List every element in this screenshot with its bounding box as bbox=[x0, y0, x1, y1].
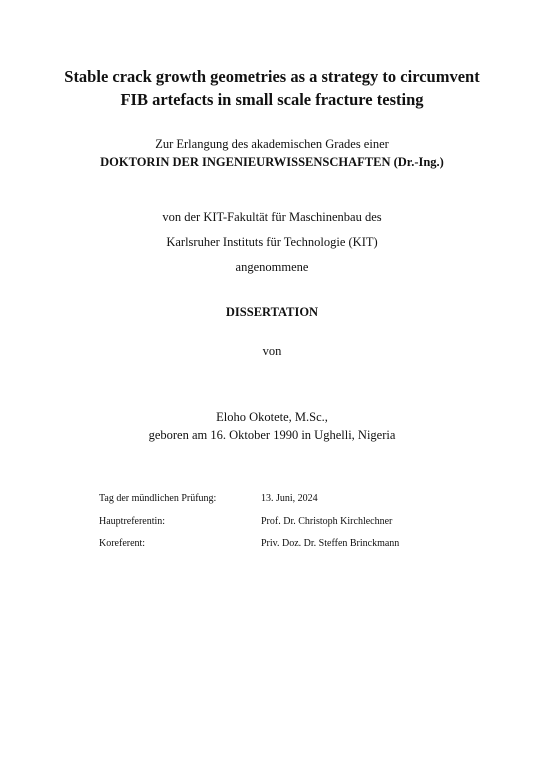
faculty-line-1: von der KIT-Fakultät für Maschinenbau des bbox=[162, 210, 382, 224]
faculty-line-3: angenommene bbox=[235, 260, 309, 274]
degree-intro: Zur Erlangung des akademischen Grades einer bbox=[155, 137, 389, 151]
document-type: DISSERTATION bbox=[225, 305, 319, 319]
main-referee-value: Prof. Dr. Christoph Kirchlechner bbox=[261, 516, 393, 527]
faculty-line-2: Karlsruher Instituts für Technologie (KIT) bbox=[166, 235, 378, 249]
co-referee-label: Koreferent: bbox=[99, 538, 146, 549]
author-name: Eloho Okotete, M.Sc., bbox=[216, 410, 328, 424]
exam-date-value: 13. Juni, 2024 bbox=[261, 493, 318, 504]
main-referee-label: Hauptreferentin: bbox=[99, 516, 166, 527]
co-referee-value: Priv. Doz. Dr. Steffen Brinckmann bbox=[261, 538, 400, 549]
author-birth: geboren am 16. Oktober 1990 in Ughelli, Nigeria bbox=[148, 428, 396, 442]
exam-date-label: Tag der mündlichen Prüfung: bbox=[99, 493, 217, 504]
by-label: von bbox=[262, 344, 282, 358]
degree-name: DOKTORIN DER INGENIEURWISSENSCHAFTEN (Dr.-Ing.) bbox=[100, 155, 444, 169]
thesis-title-line-2: FIB artefacts in small scale fracture testing bbox=[120, 90, 424, 109]
thesis-title-line-1: Stable crack growth geometries as a strategy to circumvent bbox=[64, 67, 480, 86]
